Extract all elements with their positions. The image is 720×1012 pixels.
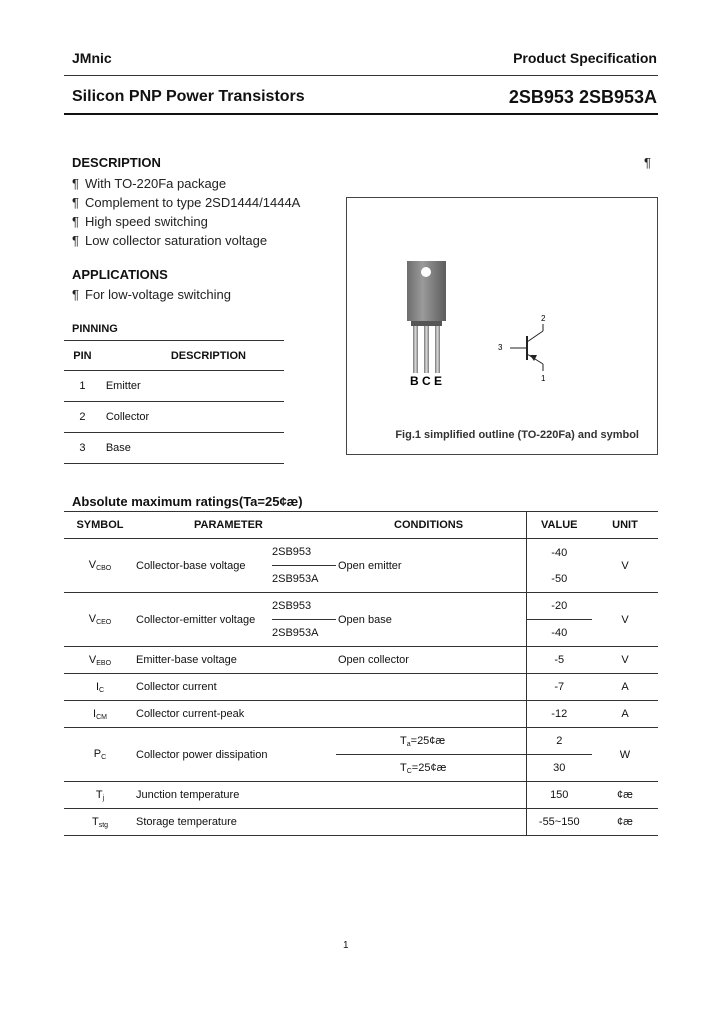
symbol-label-collector: 2 <box>541 314 546 323</box>
lead-collector <box>424 326 429 373</box>
figure-caption: Fig.1 simplified outline (TO-220Fa) and symbol <box>395 429 639 441</box>
bullet-icon: ¶ <box>72 195 79 210</box>
table-row: 2 Collector <box>64 402 284 433</box>
lead-base <box>413 326 418 373</box>
document-type: Product Specification <box>513 50 657 66</box>
table-row: $P_C$ Collector power dissipation $T_a=25¢æ$ $T_C=25¢æ$ 2 30 W <box>64 728 658 782</box>
column-header: PIN <box>64 341 101 371</box>
table-row: 1 Emitter <box>64 371 284 402</box>
bullet-icon: ¶ <box>72 214 79 229</box>
ratings-table <box>64 511 658 836</box>
pinning-table <box>64 340 284 464</box>
bullet-icon: ¶ <box>72 287 79 302</box>
header-rule <box>64 75 658 76</box>
table-header-row <box>64 341 284 371</box>
pin-letters: B C E <box>409 374 443 388</box>
table-row: 3 Base <box>64 433 284 464</box>
product-line-title: Silicon PNP Power Transistors <box>72 88 305 105</box>
symbol-label-emitter: 1 <box>541 374 546 383</box>
figure-box <box>346 197 658 455</box>
title-rule <box>64 113 658 115</box>
mounting-hole <box>421 267 431 277</box>
stray-glyph: ¶ <box>644 155 651 170</box>
page-number: 1 <box>343 940 349 951</box>
applications-list <box>72 287 231 302</box>
list-item: ¶ For low-voltage switching <box>72 287 231 302</box>
table-row: $I_C$ Collector current -7 A <box>64 674 658 701</box>
list-item: ¶ Low collector saturation voltage <box>72 233 268 248</box>
part-numbers-title: 2SB953 2SB953A <box>508 87 657 107</box>
bullet-icon: ¶ <box>72 233 79 248</box>
table-row: $V_{CEO}$ Collector-emitter voltage 2SB953 2SB953A Open base -20 -40 V <box>64 593 658 647</box>
table-row: $T_{stg}$ Storage temperature -55~150 ¢æ <box>64 809 658 836</box>
lead-emitter <box>435 326 440 373</box>
list-item: ¶ With TO-220Fa package <box>72 176 227 191</box>
column-header: DESCRIPTION <box>101 341 284 371</box>
ratings-heading: Absolute maximum ratings(Ta=25¢æ) <box>72 494 303 509</box>
list-item: ¶ High speed switching <box>72 214 208 229</box>
table-row: $I_{CM}$ Collector current-peak -12 A <box>64 701 658 728</box>
pinning-heading: PINNING <box>72 323 118 335</box>
applications-heading: APPLICATIONS <box>72 267 168 282</box>
symbol-label-base: 3 <box>498 343 503 352</box>
package-outline-figure <box>347 198 657 454</box>
bullet-icon: ¶ <box>72 176 79 191</box>
description-heading: DESCRIPTION <box>72 155 161 170</box>
table-row: $V_{EBO}$ Emitter-base voltage Open collector -5 V <box>64 647 658 674</box>
list-item: ¶ Complement to type 2SD1444/1444A <box>72 195 301 210</box>
company-name: JMnic <box>72 50 112 66</box>
description-list <box>72 174 300 250</box>
table-header-row: SYMBOL PARAMETER CONDITIONS VALUE UNIT <box>64 512 658 539</box>
table-row: $T_j$ Junction temperature 150 ¢æ <box>64 782 658 809</box>
table-row: $V_{CBO}$ Collector-base voltage 2SB953 2SB953A Open emitter -40 -50 V <box>64 539 658 593</box>
